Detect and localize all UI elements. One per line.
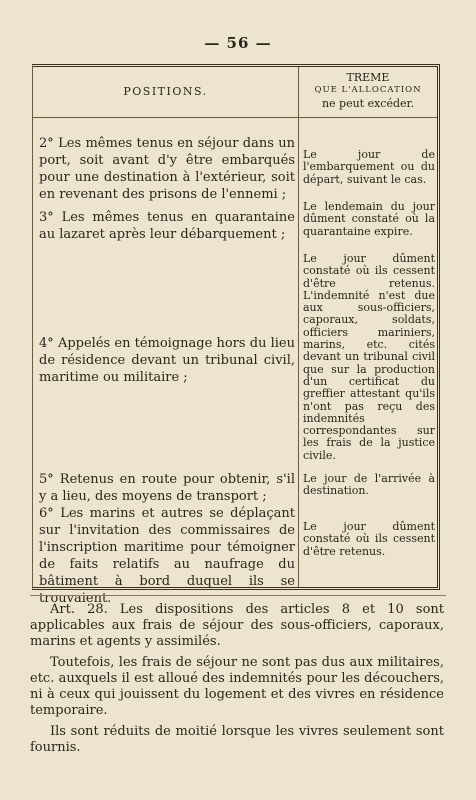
header-limit-line1: TREME [346,71,390,84]
allocation-table [32,64,440,606]
column-divider [298,67,299,587]
row-limit-4: Le jour dûment constaté où ils cessent d'être retenus. L'indemnité n'est due aux sous-officiers, caporaux, soldats, officiers mariniers, marins, etc. cités devant un tribunal civil que sur la production d'un certificat du greffier attestant qu'ils n'ont pas reçu des indemnités correspondantes sur les frais de la justice civile. [303,252,435,462]
row-limit-3: Le lendemain du jour dûment constaté où la quarantaine expire. [303,200,435,238]
row-position-3: 3° Les mêmes tenus en quarantaine au lazaret après leur débarquement ; [39,210,295,242]
row-limit-6: Le jour dûment constaté où ils cessent d'être retenus. [303,520,435,558]
article-28-text [30,602,444,761]
row-position-2: 2° Les mêmes tenus en séjour dans un port, soit avant d'y être embarqués pour une destination à l'extérieur, soit en revenant des prisons de l'ennemi ; [39,136,295,202]
row-position-4: 4° Appelés en témoignage hors du lieu de résidence devant un tribunal civil, maritime ou militaire ; [39,336,295,385]
header-limit-line2: QUE L'ALLOCATION [314,85,422,95]
table-bottom-rule [30,595,446,596]
row-position-5: 5° Retenus en route pour obtenir, s'il y a lieu, des moyens de transport ; [39,472,295,504]
row-position-6: 6° Les marins et autres se déplaçant sur l'invitation des commissaires de l'inscription maritime pour témoigner de faits relatifs au naufrage du bâtiment à bord duquel ils se trouvaient. [39,506,295,606]
header-limit [301,71,435,110]
paragraph-1: Art. 28. Les dispositions des articles 8 et 10 sont applicables aux frais de séjour des sous-officiers, caporaux, marins et agents y assimilés. [30,602,444,649]
header-positions: POSITIONS. [123,85,208,98]
row-limit-5: Le jour de l'arrivée à destination. [303,472,435,498]
header-limit-line3: ne peut excéder. [321,97,415,110]
row-limit-2: Le jour de l'embarquement ou du départ, suivant le cas. [303,148,435,186]
paragraph-2: Toutefois, les frais de séjour ne sont pas dus aux militaires, etc. auxquels il est alloué des indemnités pour les découchers, ni à ceux qui jouissent du logement et des vivres en résidence temporaire. [30,655,444,718]
header-divider [33,117,437,118]
page-number: — 56 — [204,34,272,52]
paragraph-3: Ils sont réduits de moitié lorsque les vivres seulement sont fournis. [30,724,444,755]
